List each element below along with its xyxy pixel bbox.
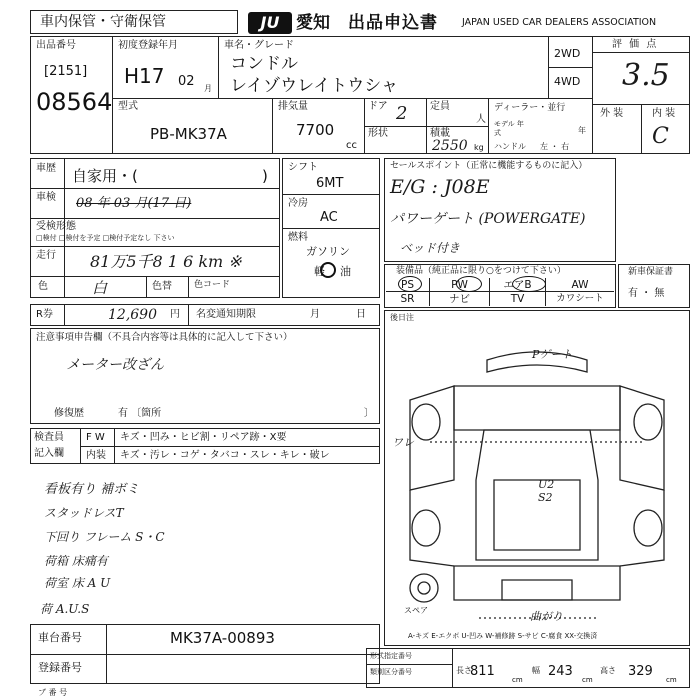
score-label: 評 価 点 xyxy=(612,39,659,50)
equip-pw: PW xyxy=(430,278,490,292)
color-value: 白 xyxy=(92,279,108,297)
length-unit: cm xyxy=(512,676,523,684)
displacement-unit: cc xyxy=(346,140,357,151)
divider xyxy=(452,648,453,688)
fuel-label: 燃料 xyxy=(288,232,308,243)
diagram-center-note: U2 S2 xyxy=(538,478,555,504)
car-grade: レイゾウレイトウシャ xyxy=(230,76,398,96)
sales-point-label: セールスポイント（正常に機能するものに記入） xyxy=(390,161,588,171)
exterior-label: 外 装 xyxy=(600,108,624,119)
car-name: コンドル xyxy=(230,54,298,74)
sales-point-line1: E/G : J08E xyxy=(390,176,490,198)
inspector-note: 看板有り 補ボミ xyxy=(44,482,140,497)
divider xyxy=(282,194,380,195)
capacity-unit: 人 xyxy=(476,114,486,125)
fuel-selected-mark xyxy=(320,262,336,278)
cooling-label: 冷房 xyxy=(288,198,308,209)
recycle-label: R券 xyxy=(36,309,53,320)
dealer-label: ディーラー・並行 xyxy=(494,103,566,113)
plate-change-label: 名変通知期限 xyxy=(196,309,256,320)
notice-label: 注意事項申告欄（不具合内容等は具体的に記入して下さい） xyxy=(36,332,293,343)
height-value: 329 xyxy=(628,664,653,679)
divider xyxy=(30,276,280,277)
diagram-top-note: Pゲート xyxy=(532,348,573,361)
brand-name: 愛知 xyxy=(296,13,330,33)
car-label: 車名・グレード xyxy=(224,40,294,51)
registration-month-unit: 月 xyxy=(204,84,212,93)
shape-label: 形状 xyxy=(368,128,388,139)
acceptance-options: □検付 □検付を予定 □検付予定なし 下さい xyxy=(36,234,175,242)
displacement-value: 7700 xyxy=(296,121,335,139)
transmission-value: 6MT xyxy=(316,176,344,191)
width-label: 幅 xyxy=(532,666,540,675)
inspector-note: 荷室 床 A U xyxy=(44,576,111,590)
notice-text: メーター改ざん xyxy=(66,357,164,373)
drive-2wd: 2WD xyxy=(554,47,581,60)
diagram-side-note: ワレ xyxy=(392,436,414,449)
history-label: 車歴 xyxy=(36,163,56,174)
divider xyxy=(30,246,280,247)
cooling-value: AC xyxy=(320,210,338,225)
registration-label: 初度登録年月 xyxy=(118,40,178,51)
divider xyxy=(282,228,380,229)
chassis-label: 車台番号 xyxy=(38,631,82,644)
repair-value: 有 〔箇所 xyxy=(118,408,162,419)
interior-head: 内装 xyxy=(86,450,106,461)
year-unit: 年 xyxy=(578,126,586,135)
height-label: 高さ xyxy=(600,666,616,675)
registration-month: 02 xyxy=(178,74,195,89)
diagram-label: 後日注 xyxy=(390,313,414,322)
model-year-label: モデル 年式 xyxy=(494,120,524,137)
history-value: 自家用・( xyxy=(72,167,138,185)
mileage-value: 81万5千8 1 6 km ※ xyxy=(90,252,242,271)
repair-label: 修復歴 xyxy=(54,408,84,419)
class-number-label: 類別区分番号 xyxy=(370,668,412,676)
width-unit: cm xyxy=(582,676,593,684)
displacement-label: 排気量 xyxy=(278,101,308,112)
divider xyxy=(112,98,592,99)
fuel-light: 軽 xyxy=(314,265,325,278)
capacity-label: 定員 xyxy=(430,101,450,112)
doors-value: 2 xyxy=(396,103,408,124)
repair-close: 〕 xyxy=(364,408,374,419)
equip-navi: ナビ xyxy=(430,292,490,306)
inspector-note: 荷箱 床痛有 xyxy=(44,554,108,568)
diagram-legend: A-キズ E-エクボ U-凹み W-補修跡 S-サビ C-腐食 XX-交換済 xyxy=(408,632,598,640)
equip-pw-circle xyxy=(456,276,482,292)
divider xyxy=(146,276,147,298)
length-value: 811 xyxy=(470,664,495,679)
association-name: JAPAN USED CAR DEALERS ASSOCIATION xyxy=(462,17,657,28)
equip-airbag: エアB xyxy=(490,278,546,292)
inspector-note: スタッドレスT xyxy=(44,506,124,520)
fw-defects: キズ・凹み・ヒビ割・リペア跡・X要 xyxy=(120,432,287,443)
divider xyxy=(592,36,593,154)
interior-value: C xyxy=(652,124,669,149)
transmission-label: シフト xyxy=(288,162,318,173)
width-value: 243 xyxy=(548,664,573,679)
divider xyxy=(188,304,189,326)
load-label: 積載 xyxy=(430,128,450,139)
divider xyxy=(272,98,273,154)
equip-aw: AW xyxy=(546,278,614,292)
chassis-value: MK37A-00893 xyxy=(170,629,275,647)
divider xyxy=(30,218,280,219)
handle-options: 左 ・ 右 xyxy=(540,142,570,151)
fw-head: F W xyxy=(86,432,105,443)
recycle-amount: 12,690 xyxy=(108,307,157,323)
registration-era-year: H17 xyxy=(124,64,165,88)
inspection-value: 08 年 03 月(17 日) xyxy=(76,196,192,211)
storage-label: 車内保管・守衛保管 xyxy=(40,14,166,30)
equipment-label: 装備品（純正品に限り○をつけて下さい） xyxy=(396,266,566,276)
bottom-label: ブ 番 号 xyxy=(38,688,68,697)
interior-defects: キズ・汚レ・コゲ・タバコ・スレ・キレ・破レ xyxy=(120,450,330,461)
inspector-note: 下回り フレーム S・C xyxy=(44,530,165,544)
divider xyxy=(30,654,380,655)
form-title: 出品申込書 xyxy=(348,13,438,33)
ju-logo xyxy=(248,12,292,34)
divider xyxy=(30,188,280,189)
lot-label: 出品番号 xyxy=(36,40,76,51)
divider xyxy=(64,304,65,326)
inspector-note: 荷 A.U.S xyxy=(40,602,90,616)
equip-leather: カワシート xyxy=(556,293,604,304)
mileage-label: 走行 xyxy=(36,250,56,261)
fuel-diesel: 油 xyxy=(340,265,351,278)
plate-change-month: 月 xyxy=(310,309,320,320)
inspector-label: 検査員 xyxy=(34,432,64,443)
divider xyxy=(364,126,488,127)
lot-bracket: [2151] xyxy=(44,64,88,79)
model-value: PB-MK37A xyxy=(150,125,227,143)
equip-ps: PS xyxy=(386,278,430,292)
divider xyxy=(366,664,452,665)
interior-label: 内 装 xyxy=(652,108,676,119)
drive-4wd: 4WD xyxy=(554,75,581,88)
score-value: 3.5 xyxy=(622,58,670,93)
doors-label: ドア xyxy=(368,101,388,112)
diagram-bottom-note: 曲がり xyxy=(530,610,563,623)
model-label: 型式 xyxy=(118,101,138,112)
color-code-label: 色コード xyxy=(194,280,231,290)
length-label: 長さ xyxy=(456,666,472,675)
equip-airbag-circle xyxy=(512,276,546,292)
divider xyxy=(592,52,690,53)
color-label: 色 xyxy=(38,281,48,292)
load-unit: kg xyxy=(474,143,484,152)
warranty-options: 有 ・ 無 xyxy=(628,288,665,299)
sales-point-line3: ベッド付き xyxy=(400,241,461,255)
warranty-label: 新車保証書 xyxy=(628,267,674,277)
ju-logo-text: JU xyxy=(260,13,280,32)
plate-change-day: 日 xyxy=(356,309,366,320)
recycle-unit: 円 xyxy=(170,309,180,320)
divider xyxy=(188,276,189,298)
equip-ps-circle xyxy=(398,276,422,292)
entry-label: 記入欄 xyxy=(34,448,64,459)
divider xyxy=(641,104,642,154)
divider xyxy=(218,36,219,98)
equip-tv: TV xyxy=(490,292,546,306)
lot-number: 08564 xyxy=(36,88,113,116)
load-value: 2550 xyxy=(432,138,468,154)
divider xyxy=(80,446,380,447)
spare-label: スペア xyxy=(404,606,428,615)
history-close: ) xyxy=(262,167,268,185)
divider xyxy=(488,98,489,154)
height-unit: cm xyxy=(666,676,677,684)
acceptance-label: 受検形態 xyxy=(36,221,76,232)
inspection-label: 車検 xyxy=(36,192,56,203)
spec-number-label: 形式指定番号 xyxy=(370,652,412,660)
sales-point-line2: パワーゲート (POWERGATE) xyxy=(390,211,586,227)
handle-label: ハンドル xyxy=(494,142,526,151)
plate-label: 登録番号 xyxy=(38,661,82,674)
vehicle-diagram xyxy=(384,330,690,630)
equip-sr: SR xyxy=(386,292,430,306)
fuel-value: ガソリン xyxy=(306,245,350,258)
divider xyxy=(548,67,592,68)
color-change-label: 色替 xyxy=(152,281,172,292)
